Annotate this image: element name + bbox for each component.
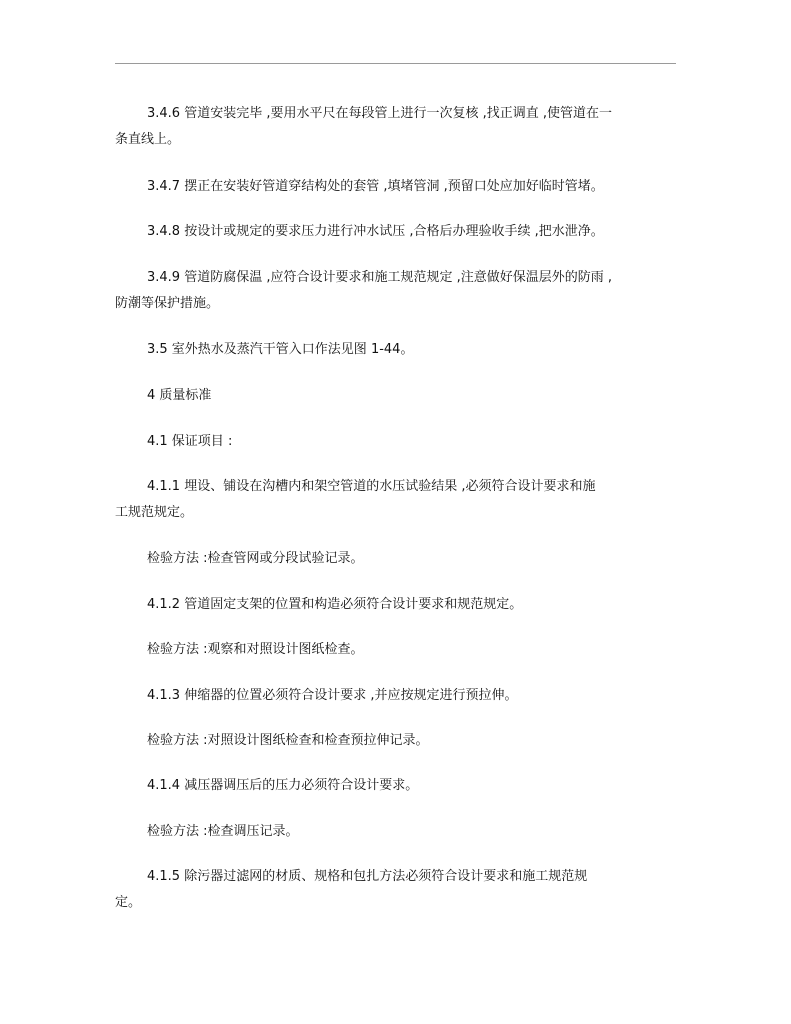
paragraph-line: 检验方法 :对照设计图纸检查和检查预拉伸记录。 [147,733,429,748]
paragraph-3-5 [115,337,677,363]
paragraph-3-4-9 [115,265,677,317]
paragraph-3-4-8 [115,219,677,245]
paragraph-line: 防潮等保护措施。 [115,296,220,311]
paragraph-line: 3.4.8 按设计或规定的要求压力进行冲水试压 ,合格后办理验收手续 ,把水泄净。 [147,224,604,239]
paragraph-line: 4.1.4 减压器调压后的压力必须符合设计要求。 [147,778,419,793]
paragraph-line: 4.1.2 管道固定支架的位置和构造必须符合设计要求和规范规定。 [147,597,523,612]
header-rule [115,63,676,64]
paragraph-line: 检验方法 :观察和对照设计图纸检查。 [147,642,364,657]
inspection-method-3 [115,728,677,754]
paragraph-line: 4.1.1 埋设、铺设在沟槽内和架空管道的水压试验结果 ,必须符合设计要求和施 [147,479,596,494]
paragraph-line: 检验方法 :检查调压记录。 [147,824,299,839]
paragraph-4-1-1 [115,474,677,526]
subsection-heading: 4.1 保证项目 : [147,434,233,449]
inspection-method-1 [115,546,677,572]
paragraph-line: 3.5 室外热水及蒸汽干管入口作法见图 1-44。 [147,342,414,357]
paragraph-4-1-2 [115,592,677,618]
paragraph-3-4-6 [115,101,677,153]
section-heading: 4 质量标准 [147,388,212,403]
paragraph-4-1-5 [115,864,677,916]
paragraph-line: 工规范规定。 [115,505,194,520]
paragraph-4-1-3 [115,683,677,709]
paragraph-line: 条直线上。 [115,132,181,147]
paragraph-line: 定。 [115,895,142,910]
subsection-heading-4-1 [115,429,677,455]
paragraph-line: 3.4.6 管道安装完毕 ,要用水平尺在每段管上进行一次复核 ,找正调直 ,使管道在一 [147,106,613,121]
paragraph-line: 检验方法 :检查管网或分段试验记录。 [147,551,364,566]
paragraph-4-1-4 [115,773,677,799]
section-heading-4 [115,383,677,409]
paragraph-line: 3.4.9 管道防腐保温 ,应符合设计要求和施工规范规定 ,注意做好保温层外的防雨 , [147,270,613,285]
paragraph-line: 4.1.5 除污器过滤网的材质、规格和包扎方法必须符合设计要求和施工规范规 [147,869,588,884]
inspection-method-2 [115,637,677,663]
paragraph-line: 4.1.3 伸缩器的位置必须符合设计要求 ,并应按规定进行预拉伸。 [147,688,518,703]
paragraph-line: 3.4.7 摆正在安装好管道穿结构处的套管 ,填堵管洞 ,预留口处应加好临时管堵。 [147,179,604,194]
inspection-method-4 [115,819,677,845]
paragraph-3-4-7 [115,174,677,200]
